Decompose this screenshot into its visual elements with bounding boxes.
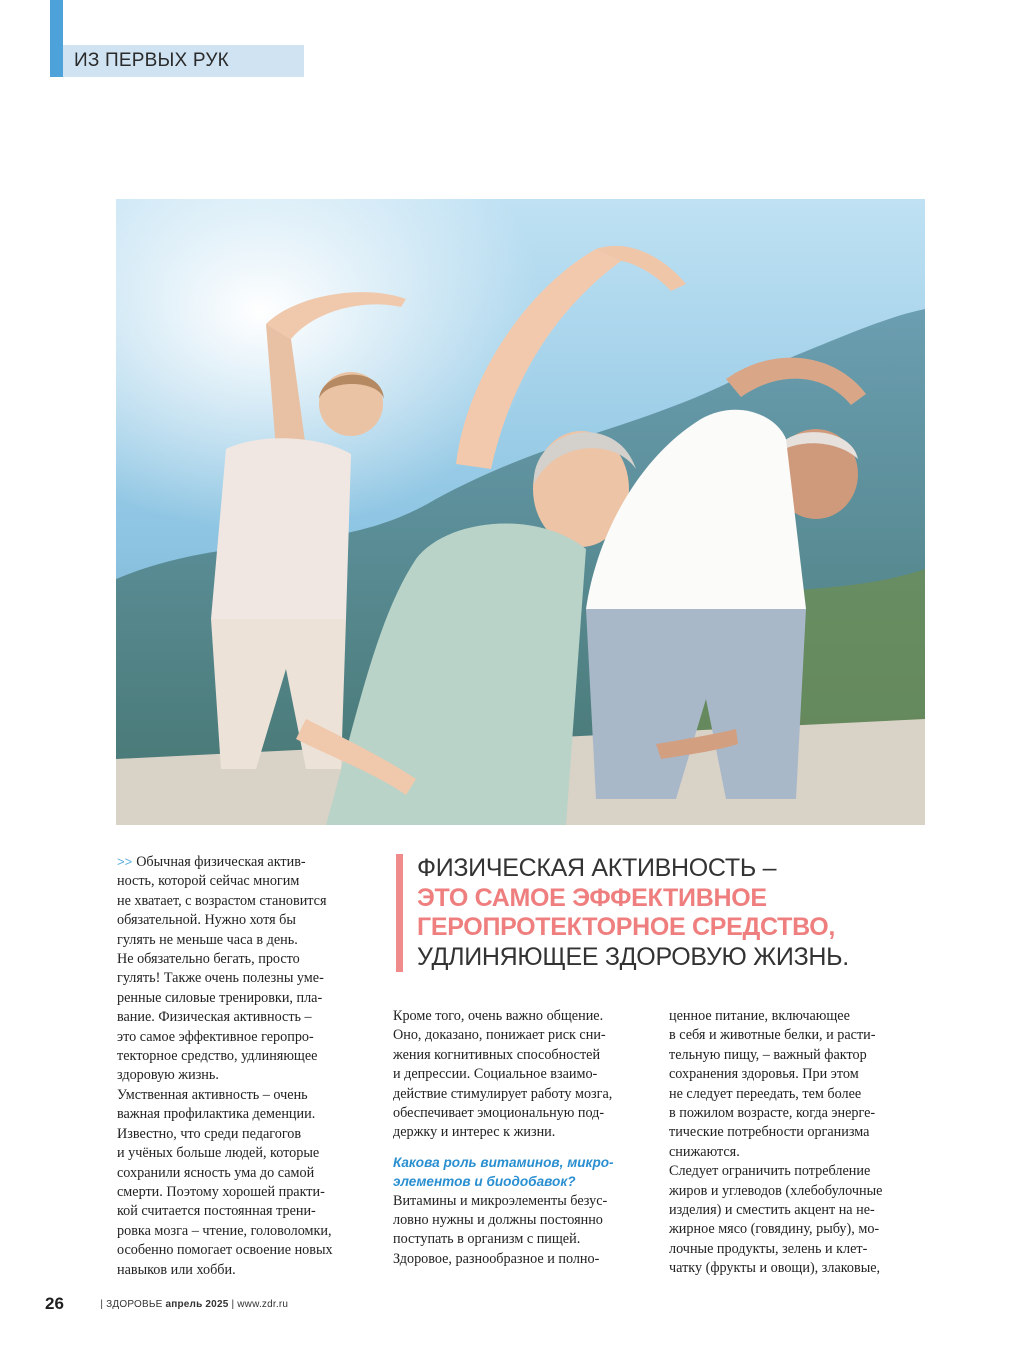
pull-quote-line: ФИЗИЧЕСКАЯ АКТИВНОСТЬ – <box>417 854 777 882</box>
column-1 <box>117 852 371 1280</box>
paragraph-line: в пожилом возрасте, когда энерге- <box>669 1105 876 1122</box>
lead-mark: >> <box>117 854 133 869</box>
paragraph-line: гулять не меньше часа в день. <box>117 931 298 948</box>
paragraph-line: ровка мозга – чтение, головоломки, <box>117 1222 332 1239</box>
paragraph-line: текторное средство, удлиняющее <box>117 1048 318 1065</box>
paragraph-line: Следует ограничить потребление <box>669 1163 871 1180</box>
paragraph-line: держку и интерес к жизни. <box>393 1124 556 1141</box>
paragraph-line: Витамины и микроэлементы безус- <box>393 1192 608 1209</box>
issue-date: апрель 2025 <box>165 1298 229 1310</box>
article-photo <box>116 199 925 825</box>
paragraph-line: обязательной. Нужно хотя бы <box>117 912 296 929</box>
paragraph-line: это самое эффективное геропро- <box>117 1028 314 1045</box>
paragraph-line: Умственная активность – очень <box>117 1086 308 1103</box>
people-stretching-photo <box>116 199 925 825</box>
paragraph-line: сохранили ясность ума до самой <box>117 1164 315 1181</box>
section-label: ИЗ ПЕРВЫХ РУК <box>63 45 304 77</box>
paragraph-line: сохранения здоровья. При этом <box>669 1066 859 1083</box>
question-heading: Какова роль витаминов, микро- элементов и биодобавок? <box>393 1154 614 1190</box>
paragraph-line: вание. Физическая активность – <box>117 1009 312 1026</box>
paragraph-line: тические потребности организма <box>669 1124 870 1141</box>
paragraph-line: Известно, что среди педагогов <box>117 1125 302 1142</box>
website-link[interactable]: | www.zdr.ru <box>231 1298 289 1310</box>
column-3 <box>669 1007 925 1279</box>
paragraph-line: не следует переедать, тем более <box>669 1085 862 1102</box>
paragraph-line: Кроме того, очень важно общение. <box>393 1008 604 1024</box>
paragraph-line: действие стимулирует работу мозга, <box>393 1085 613 1102</box>
paragraph-line: важная профилактика деменции. <box>117 1106 316 1123</box>
paragraph-line: кой считается постоянная трени- <box>117 1203 316 1220</box>
paragraph-line: смерти. Поэтому хорошей практи- <box>117 1183 325 1200</box>
pull-quote-accent-line: ГЕРОПРОТЕКТОРНОЕ СРЕДСТВО, <box>417 913 836 941</box>
paragraph-line: Оно, доказано, понижает риск сни- <box>393 1027 606 1044</box>
page-number: 26 <box>45 1294 64 1313</box>
page-footer <box>45 1294 288 1314</box>
paragraph-line: чатку (фрукты и овощи), злаковые, <box>669 1260 881 1277</box>
column-2 <box>393 1007 649 1269</box>
paragraph-line: навыков или хобби. <box>117 1261 236 1278</box>
paragraph-line: в себя и животные белки, и расти- <box>669 1027 876 1044</box>
paragraph-line: особенно помогает освоение новых <box>117 1242 333 1259</box>
magazine-name: | ЗДОРОВЬЕ <box>100 1298 163 1310</box>
paragraph-line: поступать в организм с пищей. <box>393 1231 581 1248</box>
paragraph-line: изделия) и сместить акцент на не- <box>669 1202 875 1219</box>
paragraph-line: ренные силовые тренировки, пла- <box>117 989 323 1006</box>
footer-meta <box>100 1299 288 1310</box>
paragraph-line: Здоровое, разнообразное и полно- <box>393 1250 600 1267</box>
paragraph-line: здоровую жизнь. <box>117 1067 219 1084</box>
paragraph-line: и депрессии. Социальное взаимо- <box>393 1066 598 1083</box>
paragraph-line: жиров и углеводов (хлебобулочные <box>669 1182 883 1199</box>
paragraph-line: лочные продукты, зелень и клет- <box>669 1240 868 1257</box>
paragraph-line: ценное питание, включающее <box>669 1008 850 1024</box>
paragraph-line: жения когнитивных способностей <box>393 1046 601 1063</box>
paragraph-line: Не обязательно бегать, просто <box>117 951 300 968</box>
paragraph-line: ность, которой сейчас многим <box>117 873 300 890</box>
paragraph-line: обеспечивает эмоциональную под- <box>393 1105 605 1122</box>
pull-quote-line: УДЛИНЯЮЩЕЕ ЗДОРОВУЮ ЖИЗНЬ. <box>417 942 849 971</box>
pull-quote-accent-line: ЭТО САМОЕ ЭФФЕКТИВНОЕ <box>417 883 767 912</box>
pull-quote-bar <box>396 854 403 972</box>
paragraph-line: ловно нужны и должны постоянно <box>393 1212 603 1229</box>
paragraph-line: и учёных больше людей, которые <box>117 1145 320 1162</box>
paragraph-line: гулять! Также очень полезны уме- <box>117 970 324 987</box>
section-tag-bar <box>50 0 63 77</box>
paragraph-line: >> Обычная физическая актив- <box>117 854 306 870</box>
paragraph-line: снижаются. <box>669 1143 740 1160</box>
paragraph-line: тельную пищу, – важный фактор <box>669 1046 867 1063</box>
paragraph-line: не хватает, с возрастом становится <box>117 892 327 909</box>
paragraph-line: жирное мясо (говядину, рыбу), мо- <box>669 1221 880 1238</box>
